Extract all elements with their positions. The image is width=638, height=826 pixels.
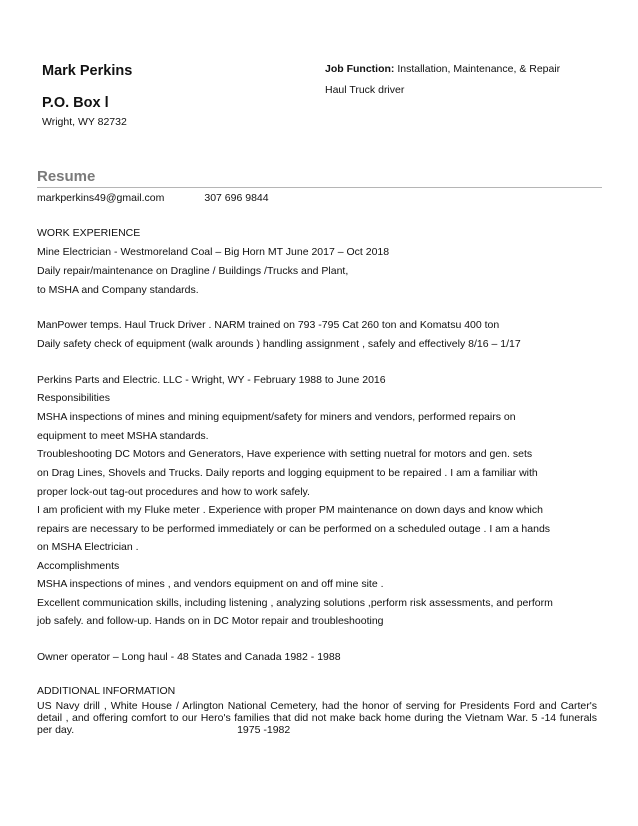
additional-years: 1975 -1982 xyxy=(237,724,291,736)
additional-info-paragraph xyxy=(37,700,597,736)
job-function-line2: Haul Truck driver xyxy=(325,84,405,96)
text-line: Daily repair/maintenance on Dragline / Buildings /Trucks and Plant, xyxy=(37,265,349,277)
text-line: Owner operator – Long haul - 48 States and Canada 1982 - 1988 xyxy=(37,651,341,663)
resume-heading: Resume xyxy=(37,168,96,185)
text-line: Excellent communication skills, including listening , analyzing solutions ,perform risk assessments, and perform xyxy=(37,597,553,609)
text-line: on MSHA Electrician . xyxy=(37,541,139,553)
text-line: repairs are necessary to be performed immediately or can be performed on a scheduled outage . I am a hands xyxy=(37,523,551,535)
text-line: ManPower temps. Haul Truck Driver . NARM trained on 793 -795 Cat 260 ton and Komatsu 400 ton xyxy=(37,319,500,331)
text-line: MSHA inspections of mines and mining equipment/safety for miners and vendors, performed repairs on xyxy=(37,411,516,423)
text-line: Mine Electrician - Westmoreland Coal – Big Horn MT June 2017 – Oct 2018 xyxy=(37,246,390,258)
text-line: Daily safety check of equipment (walk arounds ) handling assignment , safely and effectively 8/16 – 1/17 xyxy=(37,338,521,350)
job-function xyxy=(325,63,560,75)
phone: 307 696 9844 xyxy=(204,192,269,204)
text-line: I am proficient with my Fluke meter . Experience with proper PM maintenance on down days and know which xyxy=(37,504,543,516)
text-line: proper lock-out tag-out procedures and how to work safely. xyxy=(37,486,310,498)
text-line: equipment to meet MSHA standards. xyxy=(37,430,209,442)
text-line: Perkins Parts and Electric. LLC - Wright, WY - February 1988 to June 2016 xyxy=(37,374,386,386)
job-function-value: Installation, Maintenance, & Repair xyxy=(397,63,561,75)
subheading-accomplishments: Accomplishments xyxy=(37,560,120,572)
text-line: to MSHA and Company standards. xyxy=(37,284,199,296)
contact-line xyxy=(37,192,269,205)
text-line: MSHA inspections of mines , and vendors equipment on and off mine site . xyxy=(37,578,384,590)
po-box: P.O. Box l xyxy=(42,95,109,111)
text-line: job safely. and follow-up. Hands on in DC Motor repair and troubleshooting xyxy=(37,615,384,627)
city-state-zip: Wright, WY 82732 xyxy=(42,116,127,128)
email[interactable]: markperkins49@gmail.com xyxy=(37,192,165,204)
section-title-work: WORK EXPERIENCE xyxy=(37,227,141,239)
job-function-label: Job Function: xyxy=(325,63,395,75)
additional-text: US Navy drill , White House / Arlington National Cemetery, had the honor of serving for Presidents Ford and Carter's detail , and offering comfort to our Hero's families that did not make back home during the Vietnam War. 5 -14 funerals per day. xyxy=(37,700,597,736)
text-line: on Drag Lines, Shovels and Trucks. Daily reports and logging equipment to be repaired . I am a familiar with xyxy=(37,467,538,479)
subheading-responsibilities: Responsibilities xyxy=(37,392,110,404)
candidate-name: Mark Perkins xyxy=(42,63,133,79)
text-line: Troubleshooting DC Motors and Generators, Have experience with setting nuetral for motors and gen. sets xyxy=(37,448,533,460)
section-title-additional: ADDITIONAL INFORMATION xyxy=(37,685,176,697)
heading-divider xyxy=(37,187,602,188)
